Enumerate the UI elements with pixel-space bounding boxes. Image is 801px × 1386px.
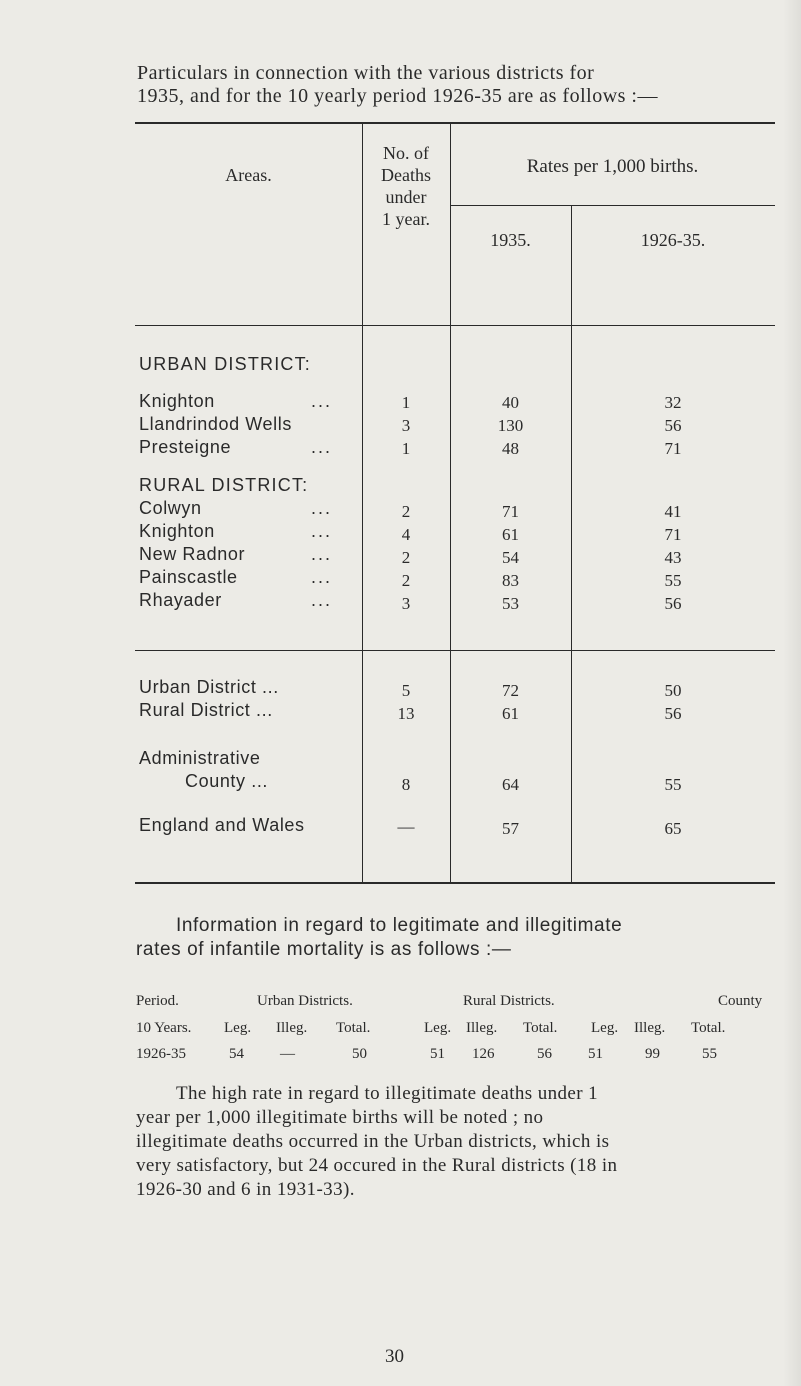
row-area: Urban District ... — [139, 677, 279, 697]
row-area: Presteigne — [139, 437, 232, 457]
legit-subheader-rural-illeg: Illeg. — [466, 1020, 498, 1036]
row-rate-1926-35: 56 — [664, 704, 682, 723]
header-deaths-line-1: No. of — [383, 143, 429, 163]
info-line-2: rates of infantile mortality is as follows :— — [136, 939, 512, 960]
closing-paragraph — [136, 1082, 786, 1202]
row-leader-dots: ... — [311, 567, 333, 587]
row-deaths: 8 — [401, 775, 411, 794]
mortality-table — [135, 122, 775, 884]
header-rate-1935: 1935. — [490, 230, 531, 250]
row-rate-1935: 130 — [497, 416, 524, 435]
legit-value-county-illeg: 99 — [645, 1046, 660, 1062]
info-paragraph — [136, 914, 786, 962]
page-number: 30 — [385, 1346, 404, 1367]
legit-value-county-leg: 51 — [588, 1046, 603, 1062]
legit-subheader-urban-total: Total. — [336, 1020, 371, 1036]
row-rate-1935: 54 — [502, 548, 519, 567]
intro-line-1: Particulars in connection with the various districts for — [137, 62, 595, 84]
closing-line-4: very satisfactory, but 24 occured in the Rural districts (18 in — [136, 1155, 618, 1176]
legit-subheader-county-leg: Leg. — [591, 1020, 619, 1036]
legit-value-county-total: 55 — [702, 1046, 717, 1062]
row-rate-1926-35: 55 — [664, 775, 682, 794]
row-area: England and Wales — [139, 815, 305, 835]
legit-subheader-rural-leg: Leg. — [424, 1020, 452, 1036]
legit-subheader-urban-leg: Leg. — [224, 1020, 252, 1036]
row-rate-1935: 57 — [502, 819, 519, 838]
header-deaths-line-3: under — [385, 187, 427, 207]
row-rate-1926-35: 41 — [664, 502, 682, 521]
row-area: Knighton — [139, 521, 215, 541]
page-edge-shadow — [783, 0, 801, 1386]
row-area: Rhayader — [139, 590, 222, 610]
row-leader-dots: ... — [311, 437, 333, 457]
row-deaths: 2 — [401, 502, 411, 521]
urban-district-heading: URBAN DISTRICT: — [139, 354, 312, 374]
row-rate-1926-35: 71 — [664, 525, 682, 544]
legit-header-period: Period. — [136, 993, 179, 1009]
row-rate-1935: 48 — [502, 439, 519, 458]
rates-subheader-rule — [450, 205, 775, 206]
legit-value-rural-leg: 51 — [430, 1046, 445, 1062]
row-rate-1926-35: 55 — [664, 571, 682, 590]
row-rate-1935: 61 — [502, 525, 519, 544]
row-deaths: 13 — [397, 704, 415, 723]
row-deaths: 5 — [401, 681, 411, 700]
legit-subheader-rural-total: Total. — [523, 1020, 558, 1036]
row-rate-1926-35: 32 — [664, 393, 682, 412]
legit-value-urban-leg: 54 — [229, 1046, 244, 1062]
legit-subheader-period: 10 Years. — [136, 1020, 192, 1036]
header-deaths-line-4: 1 year. — [382, 209, 430, 229]
closing-line-5: 1926-30 and 6 in 1931-33). — [136, 1179, 355, 1200]
legit-subheader-urban-illeg: Illeg. — [276, 1020, 308, 1036]
legit-row-period: 1926-35 — [136, 1046, 186, 1062]
closing-line-1: The high rate in regard to illegitimate deaths under 1 — [176, 1083, 599, 1104]
row-rate-1926-35: 65 — [664, 819, 682, 838]
row-leader-dots: ... — [311, 544, 333, 564]
closing-line-2: year per 1,000 illegitimate births will be noted ; no — [136, 1107, 544, 1128]
legit-header-rural: Rural Districts. — [463, 993, 555, 1009]
legit-subheader-county-total: Total. — [691, 1020, 726, 1036]
row-area: New Radnor — [139, 544, 246, 564]
row-area: Llandrindod Wells — [139, 414, 292, 434]
row-rate-1926-35: 50 — [664, 681, 682, 700]
legit-value-urban-illeg: — — [280, 1046, 295, 1062]
row-leader-dots: ... — [311, 521, 333, 541]
row-area: Rural District ... — [139, 700, 273, 720]
row-rate-1926-35: 43 — [664, 548, 682, 567]
legit-value-rural-total: 56 — [537, 1046, 552, 1062]
closing-line-3: illegitimate deaths occurred in the Urban districts, which is — [136, 1131, 610, 1152]
row-rate-1935: 53 — [502, 594, 519, 613]
intro-paragraph — [137, 62, 777, 108]
row-deaths: 4 — [401, 525, 411, 544]
intro-line-2: 1935, and for the 10 yearly period 1926-35 are as follows :— — [137, 85, 658, 107]
info-line-1: Information in regard to legitimate and illegitimate — [176, 915, 623, 936]
legit-header-urban: Urban Districts. — [257, 993, 353, 1009]
legit-subheader-county-illeg: Illeg. — [634, 1020, 666, 1036]
header-areas: Areas. — [225, 165, 272, 185]
row-leader-dots: ... — [311, 498, 333, 518]
row-deaths: 3 — [401, 416, 411, 435]
row-area-line-2: County ... — [185, 771, 269, 791]
row-deaths: 1 — [401, 393, 411, 412]
table-bottom-rule — [135, 882, 775, 884]
header-deaths — [362, 142, 450, 230]
summary-divider-rule — [135, 650, 775, 651]
row-rate-1935: 61 — [502, 704, 519, 723]
row-leader-dots: ... — [311, 590, 333, 610]
row-area: Painscastle — [139, 567, 238, 587]
row-area-line-1: Administrative — [139, 748, 261, 768]
row-deaths: 2 — [401, 571, 411, 590]
row-rate-1935: 72 — [502, 681, 519, 700]
header-bottom-rule — [135, 325, 775, 326]
header-rates: Rates per 1,000 births. — [526, 156, 699, 177]
row-rate-1926-35: 56 — [664, 594, 682, 613]
row-deaths: 3 — [401, 594, 411, 613]
legit-value-urban-total: 50 — [352, 1046, 367, 1062]
legit-header-county: County — [718, 993, 763, 1009]
legit-value-rural-illeg: 126 — [472, 1046, 495, 1062]
rural-district-heading: RURAL DISTRICT: — [139, 475, 309, 495]
header-rate-1926-35: 1926-35. — [640, 230, 706, 250]
row-rate-1935: 40 — [502, 393, 519, 412]
row-leader-dots: ... — [311, 391, 333, 411]
row-rate-1935: 71 — [502, 502, 519, 521]
row-rate-1926-35: 56 — [664, 416, 682, 435]
row-area: Colwyn — [139, 498, 202, 518]
table-top-rule — [135, 122, 775, 124]
row-rate-1935: 83 — [502, 571, 519, 590]
row-deaths: 2 — [401, 548, 411, 567]
header-deaths-line-2: Deaths — [381, 165, 431, 185]
row-deaths: 1 — [401, 439, 411, 458]
row-rate-1926-35: 71 — [664, 439, 682, 458]
row-rate-1935: 64 — [502, 775, 519, 794]
row-deaths: — — [397, 817, 415, 836]
row-area: Knighton — [139, 391, 215, 411]
